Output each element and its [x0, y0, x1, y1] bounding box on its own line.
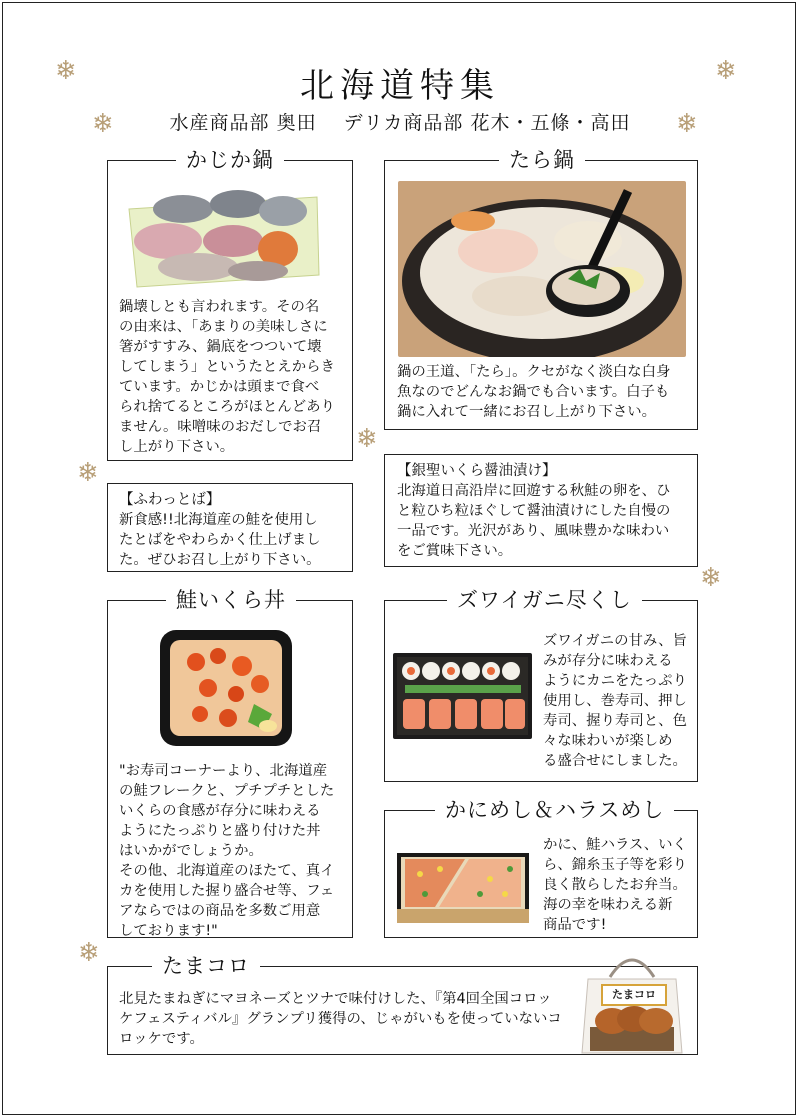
fuwatoba-title: 【ふわっとば】 [119, 492, 221, 508]
snowflake-icon: ❄ [55, 56, 77, 86]
zuwaigani-section [384, 588, 698, 782]
ikura-body: 北海道日高沿岸に回遊する秋鮭の卵を、ひ と粒ひち粒ほぐして醤油漬けにした自慢の 一品です。光沢があり、風味豊かな味わい をご賞味下さい。 [397, 483, 671, 559]
zuwaigani-body: ズワイガニの甘み、旨 みが存分に味わえる ようにカニをたっぷり 使用し、巻寿司、押し 寿司、握り寿司と、色 々な味わいが楽しめ る盛合せにしました。 [543, 633, 687, 769]
ikura-title: 【銀聖いくら醤油漬け】 [397, 463, 557, 479]
kajika-title: かじか鍋 [176, 145, 284, 175]
sake-ikura-title: 鮭いくら丼 [166, 585, 296, 615]
fish-hotpot-image [123, 179, 323, 291]
sake-ikura-body: "お寿司コーナーより、北海道産 の鮭フレークと、プチプチとした いくらの食感が存分に味わえる ようにたっぷりと盛り付けた丼 はいかがでしょうか。 その他、北海道産のほたて、真イ カを使用した握り盛合せ等、フェ アならではの商品を多数ご用意 しております!" [119, 763, 335, 939]
crab-sushi-image [393, 653, 532, 739]
ikura-section [384, 454, 698, 567]
fuwatoba-section [107, 483, 353, 572]
kanimeshi-title: かにめし＆ハラスめし [435, 795, 674, 825]
kajika-body: 鍋壊しとも言われます。その名 の由来は、「あまりの美味しさに 箸がすすみ、鍋底をつついて壊 してしまう」というたとえからき ています。かじかは頭まで食べ られ捨てるところがほとんどあり ません。味噌味のおだしでお召 し上がり下さい。 [119, 299, 335, 455]
tamakoro-body: 北見たまねぎにマヨネーズとツナで味付けした、『第4回全国コロッ ケフェスティバル』グランプリ獲得の、じゃがいもを使っていないコ ロッケです。 [119, 991, 562, 1047]
croquette-bag-image [574, 947, 690, 1059]
croquette-bag-label: たまコロ [612, 988, 656, 1001]
tamakoro-title: たまコロ [152, 951, 260, 981]
snowflake-icon: ❄ [92, 109, 114, 139]
bento-image [395, 849, 531, 927]
tara-section [384, 148, 698, 430]
salmon-roe-bowl-image [158, 626, 294, 750]
kanimeshi-body: かに、鮭ハラス、いく ら、錦糸玉子等を彩り 良く散らしたお弁当。 海の幸を味わえる新 商品です! [543, 837, 687, 933]
tara-body: 鍋の王道、「たら」。クセがなく淡白な白身 魚なのでどんなお鍋でも合います。白子も 鍋に入れて一緒にお召し上がり下さい。 [397, 364, 671, 420]
kajika-section [107, 148, 353, 461]
zuwaigani-title: ズワイガニ尽くし [447, 585, 642, 615]
kanimeshi-section [384, 798, 698, 938]
snowflake-icon: ❄ [77, 458, 99, 488]
page-title: 北海道特集 [300, 66, 500, 106]
snowflake-icon: ❄ [78, 938, 100, 968]
snowflake-icon: ❄ [676, 109, 698, 139]
cod-hotpot-image [398, 181, 686, 357]
sake-ikura-section [107, 588, 353, 939]
snowflake-icon: ❄ [356, 424, 378, 454]
tara-title: たら鍋 [499, 145, 585, 175]
fuwatoba-body: 新食感!!北海道産の鮭を使用し たとばをやわらかく仕上げまし た。ぜひお召し上がり下さい。 [119, 512, 321, 568]
snowflake-icon: ❄ [715, 56, 737, 86]
snowflake-icon: ❄ [700, 563, 722, 593]
page-subtitle: 水産商品部 奥田 デリカ商品部 花木・五條・高田 [169, 112, 631, 134]
